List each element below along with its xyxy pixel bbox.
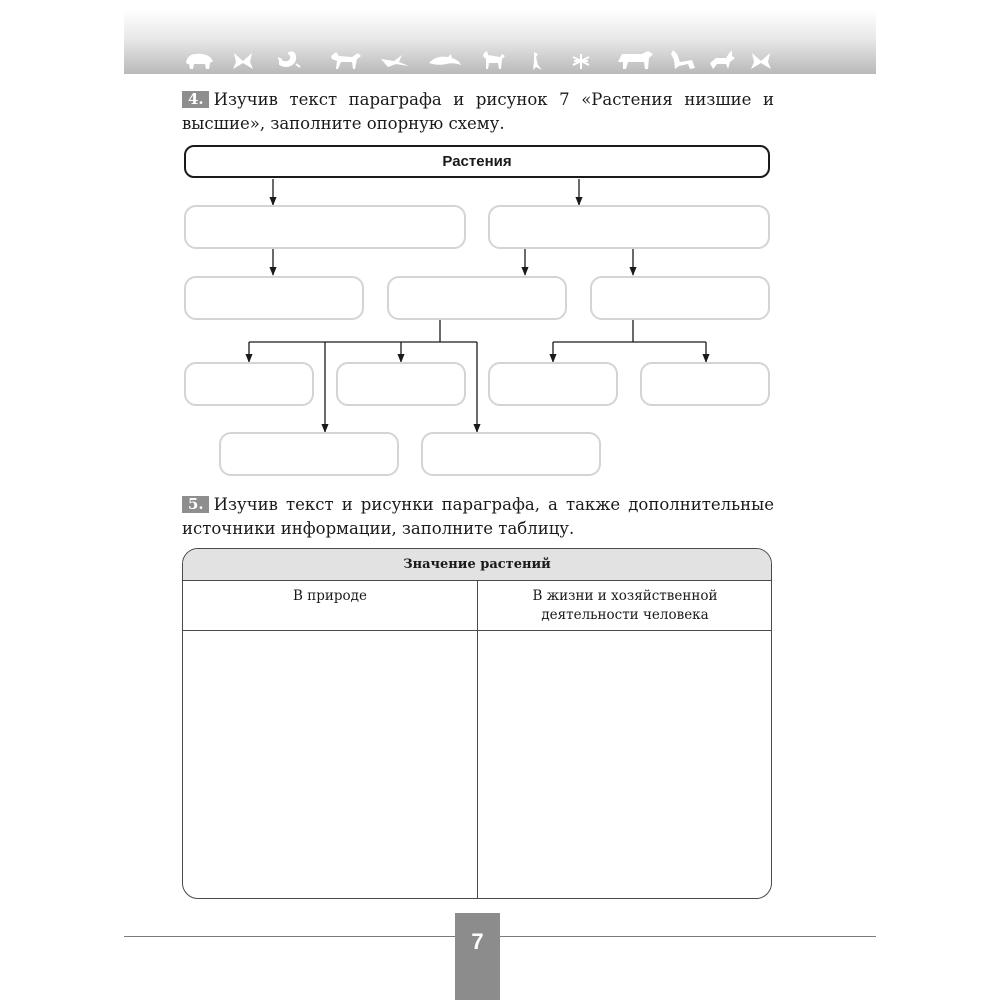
scheme-box-level3-2[interactable] [336, 362, 466, 406]
table-col-head-nature-label: В природе [293, 588, 367, 604]
table-col-head-human-line1: В жизни и хозяйственной [532, 588, 718, 604]
task-5-number: 5. [182, 496, 209, 513]
table-col-head-nature [183, 581, 477, 631]
task-4-number: 4. [182, 91, 209, 108]
task-4-instruction: Изучив текст параграфа и рисунок 7 «Растения низшие и высшие», заполните опорную схему. [182, 90, 774, 133]
table-title: Значение растений [183, 549, 771, 581]
task-5-text [182, 493, 774, 541]
scheme-root-label: Растения [442, 153, 512, 170]
table-cell-human[interactable] [478, 631, 772, 899]
table-cell-nature[interactable] [183, 631, 477, 899]
scheme-root-box [184, 145, 770, 178]
scheme-box-level4-1[interactable] [219, 432, 399, 476]
task-5-instruction: Изучив текст и рисунки параграфа, а также дополнительные источники информации, заполните таблицу. [182, 495, 774, 538]
page-number-tab [455, 913, 500, 1000]
table-col-head-human [478, 581, 772, 631]
scheme-box-level3-3[interactable] [488, 362, 618, 406]
scheme-box-level2-1[interactable] [184, 276, 364, 320]
scheme-box-lower-plants[interactable] [184, 205, 466, 249]
page-number: 7 [471, 929, 484, 954]
scheme-box-level3-4[interactable] [640, 362, 770, 406]
scheme-box-level4-2[interactable] [421, 432, 601, 476]
table-col-head-human-line2: деятельности человека [541, 607, 709, 623]
plants-importance-table [182, 548, 772, 899]
scheme-box-higher-plants[interactable] [488, 205, 770, 249]
scheme-box-level3-1[interactable] [184, 362, 314, 406]
scheme-box-level2-3[interactable] [590, 276, 770, 320]
scheme-box-level2-2[interactable] [387, 276, 567, 320]
footer-line [124, 936, 876, 937]
